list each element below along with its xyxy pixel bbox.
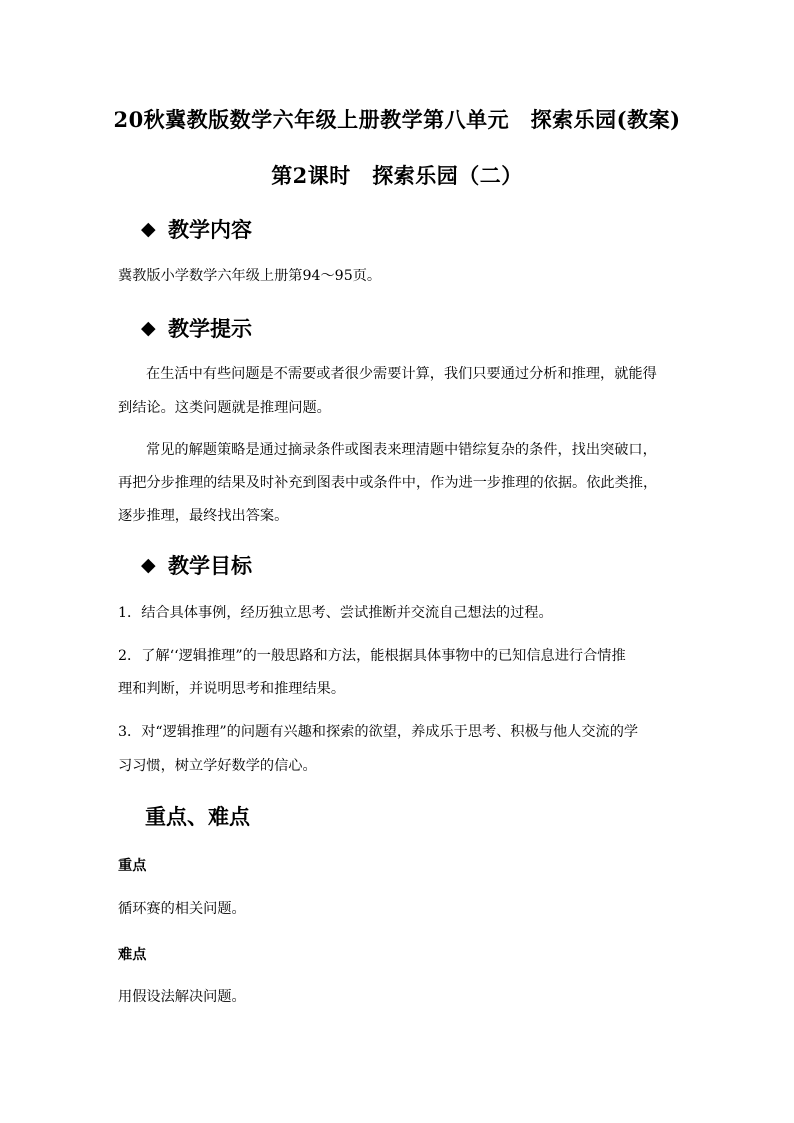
goal-3-line-1: 3．对“逻辑推理”的问题有兴趣和探索的欲望，养成乐于思考、积极与他人交流的学 (118, 724, 639, 740)
difficult-point-label: 难点 (118, 947, 147, 963)
section-heading-label: 教学内容 (168, 217, 252, 242)
goal-3-line-2: 习习惯，树立学好数学的信心。 (118, 758, 317, 774)
diamond-bullet-icon: ◆ (141, 218, 156, 240)
section-heading-label: 教学提示 (168, 316, 252, 341)
section-heading-key-points: 重点、难点 (145, 804, 250, 829)
section-heading-hint (141, 313, 252, 343)
hint-paragraph-1-line-1: 在生活中有些问题是不需要或者很少需要计算，我们只要通过分析和推理，就能得 (146, 366, 657, 382)
content-text: 冀教版小学数学六年级上册第94～95页。 (118, 268, 382, 284)
diamond-bullet-icon: ◆ (141, 317, 156, 339)
document-title: 20秋冀教版数学六年级上册教学第八单元 探索乐园(教案) (113, 107, 681, 132)
section-heading-label: 教学目标 (168, 553, 252, 578)
section-heading-goals (141, 550, 252, 580)
lesson-title: 第2课时 探索乐园（二） (271, 163, 523, 188)
hint-paragraph-1-line-2: 到结论。这类问题就是推理问题。 (118, 400, 331, 416)
diamond-bullet-icon: ◆ (141, 554, 156, 576)
difficult-point-text: 用假设法解决问题。 (118, 989, 246, 1005)
section-heading-content (141, 214, 252, 244)
hint-paragraph-2-line-2: 再把分步推理的结果及时补充到图表中或条件中，作为进一步推理的依据。依此类推， (118, 475, 658, 491)
hint-paragraph-2-line-1: 常见的解题策略是通过摘录条件或图表来理清题中错综复杂的条件，找出突破口， (146, 442, 657, 458)
goal-2-line-2: 理和判断，并说明思考和推理结果。 (118, 681, 346, 697)
hint-paragraph-2-line-3: 逐步推理，最终找出答案。 (118, 508, 289, 524)
goal-1: 1．结合具体事例，经历独立思考、尝试推断并交流自己想法的过程。 (118, 605, 553, 621)
goal-2-line-1: 2．了解‘‘逻辑推理”的一般思路和方法，能根据具体事物中的已知信息进行合情推 (118, 648, 626, 664)
key-point-label: 重点 (118, 858, 147, 874)
key-point-text: 循环赛的相关问题。 (118, 901, 246, 917)
